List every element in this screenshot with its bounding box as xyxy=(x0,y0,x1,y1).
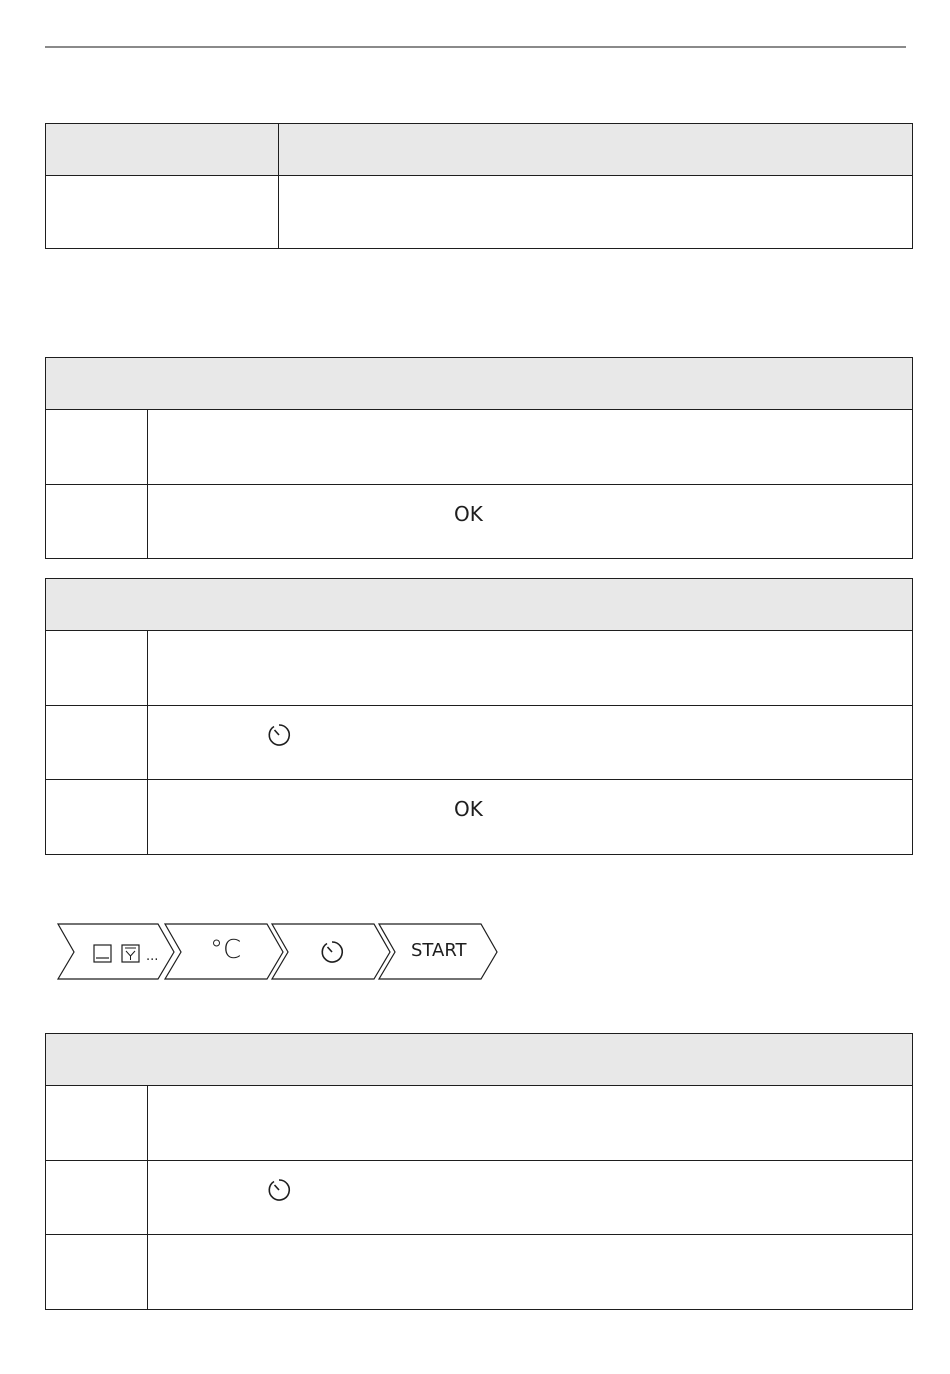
ok-button-symbol: OK xyxy=(454,502,483,526)
table-1-header-cell-1 xyxy=(46,124,279,176)
table-2-header xyxy=(46,358,913,410)
table-1-cell xyxy=(279,176,913,249)
oven-functions-icon xyxy=(93,944,145,964)
table-4-text-cell xyxy=(148,1086,913,1161)
table-3-step-cell xyxy=(46,631,148,706)
table-3 xyxy=(45,578,913,855)
table-4-step-cell xyxy=(46,1086,148,1161)
table-3-step-cell xyxy=(46,706,148,780)
table-3-text-cell xyxy=(148,706,913,780)
table-4-text-cell xyxy=(148,1161,913,1235)
timer-icon xyxy=(266,722,292,748)
table-3-step-cell xyxy=(46,780,148,855)
temperature-icon: °C xyxy=(210,935,242,965)
start-label: START xyxy=(411,940,467,961)
table-4-step-cell xyxy=(46,1235,148,1310)
table-2-step-cell xyxy=(46,410,148,485)
table-2-text-cell xyxy=(148,410,913,485)
table-4 xyxy=(45,1033,913,1310)
table-1 xyxy=(45,123,913,249)
top-rule xyxy=(45,46,906,48)
table-3-text-cell xyxy=(148,631,913,706)
timer-icon xyxy=(319,939,345,965)
table-2-text-cell xyxy=(148,485,913,559)
table-1-header-cell-2 xyxy=(279,124,913,176)
table-4-step-cell xyxy=(46,1161,148,1235)
more-functions-ellipsis: ... xyxy=(146,949,159,964)
table-2-step-cell xyxy=(46,485,148,559)
table-1-cell xyxy=(46,176,279,249)
operation-sequence xyxy=(56,923,498,981)
table-2 xyxy=(45,357,913,559)
table-3-header xyxy=(46,579,913,631)
table-3-text-cell xyxy=(148,780,913,855)
timer-icon xyxy=(266,1177,292,1203)
ok-button-symbol: OK xyxy=(454,797,483,821)
table-4-header xyxy=(46,1034,913,1086)
table-4-text-cell xyxy=(148,1235,913,1310)
